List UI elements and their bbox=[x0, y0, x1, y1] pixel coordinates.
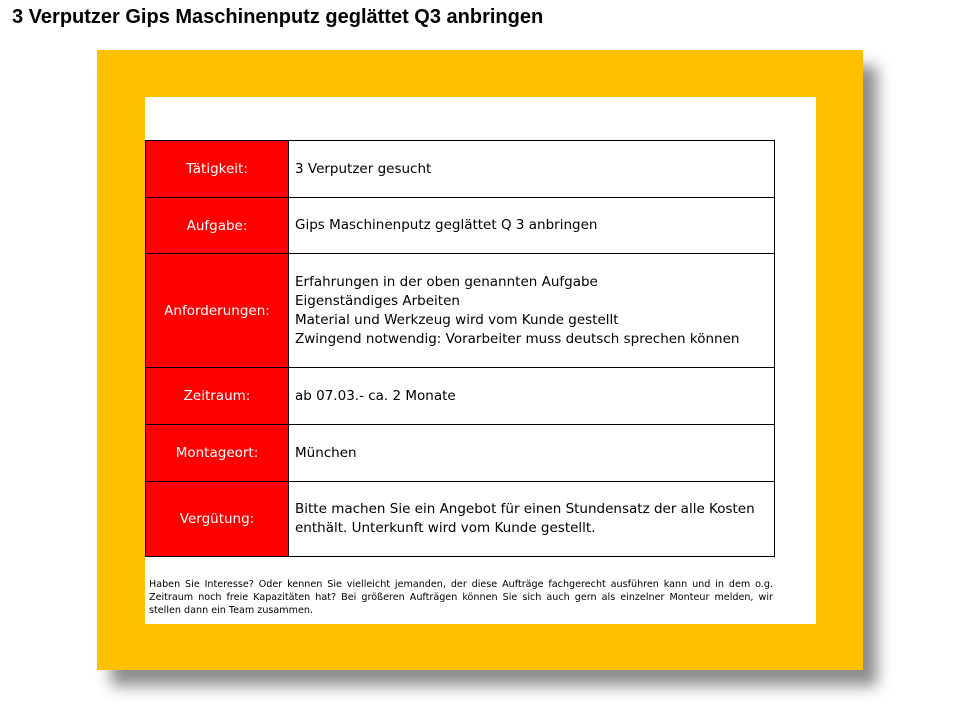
table-row-anforderungen bbox=[146, 254, 775, 368]
table-row-zeitraum bbox=[146, 368, 775, 425]
row-label: Tätigkeit: bbox=[146, 141, 289, 198]
value-line: Zwingend notwendig: Vorarbeiter muss deutsch sprechen können bbox=[295, 330, 740, 347]
value-line: 3 Verputzer gesucht bbox=[295, 160, 432, 177]
row-label: Zeitraum: bbox=[146, 368, 289, 425]
table-row-montageort bbox=[146, 425, 775, 482]
row-value bbox=[289, 482, 775, 557]
row-label: Anforderungen: bbox=[146, 254, 289, 368]
row-value bbox=[289, 368, 775, 425]
job-details-table bbox=[145, 140, 775, 557]
value-line: München bbox=[295, 444, 357, 461]
value-line: Bitte machen Sie ein Angebot für einen Stundensatz der alle Kosten bbox=[295, 501, 755, 517]
row-value bbox=[289, 425, 775, 482]
row-value bbox=[289, 141, 775, 198]
row-label: Aufgabe: bbox=[146, 198, 289, 254]
table-row-verguetung bbox=[146, 482, 775, 557]
table-row-aufgabe bbox=[146, 198, 775, 254]
value-line: Eigenständiges Arbeiten bbox=[295, 292, 460, 309]
row-value bbox=[289, 254, 775, 368]
row-label: Vergütung: bbox=[146, 482, 289, 557]
job-offer-sheet bbox=[145, 97, 816, 624]
value-line: enthält. Unterkunft wird vom Kunde gestellt. bbox=[295, 520, 596, 536]
page-title: 3 Verputzer Gips Maschinenputz geglättet Q3 anbringen bbox=[12, 6, 544, 28]
value-line: Gips Maschinenputz geglättet Q 3 anbringen bbox=[295, 217, 598, 233]
footer-note: Haben Sie Interesse? Oder kennen Sie vielleicht jemanden, der diese Aufträge fachgerecht ausführen kann und in dem o.g. Zeitraum noch freie Kapazitäten hat? Bei größeren Aufträgen können Sie sich auch gern als einzelner Monteur melden, wir stellen dann ein Team zusammen. bbox=[149, 579, 773, 617]
value-line: ab 07.03.- ca. 2 Monate bbox=[295, 387, 456, 404]
row-label: Montageort: bbox=[146, 425, 289, 482]
value-line: Material und Werkzeug wird vom Kunde gestellt bbox=[295, 311, 619, 328]
value-line: Erfahrungen in der oben genannten Aufgabe bbox=[295, 273, 598, 290]
row-value bbox=[289, 198, 775, 254]
table-row-taetigkeit bbox=[146, 141, 775, 198]
